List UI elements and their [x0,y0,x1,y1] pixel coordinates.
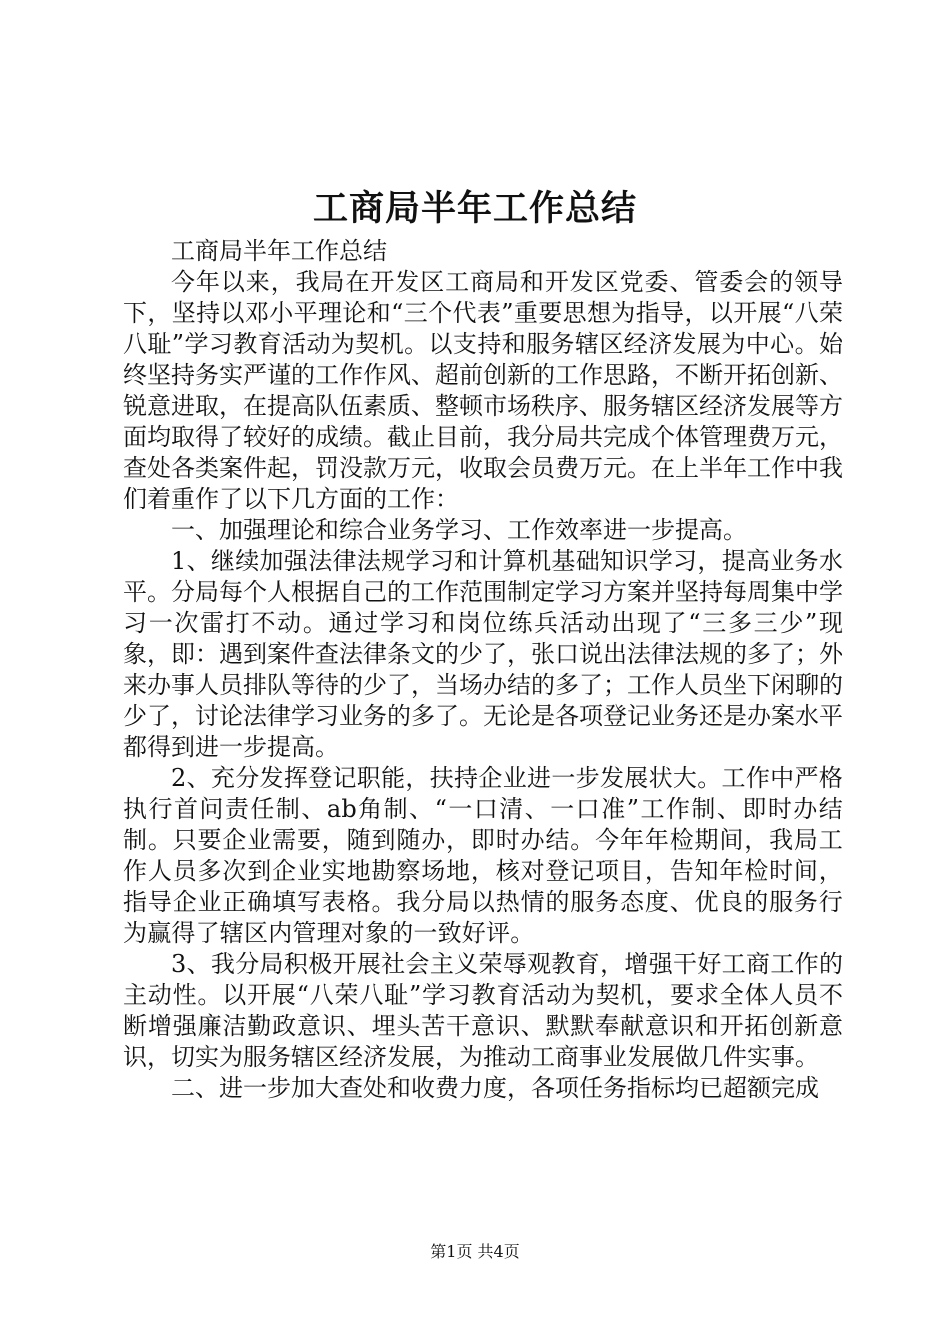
paragraph-item-two: 2、充分发挥登记职能，扶持企业进一步发展状大。工作中严格执行首问责任制、ab角制、“一口清、一口准”工作制、即时办结制。只要企业需要，随到随办，即时办结。今年年检期间，我局工作人员多次到企业实地勘察场地，核对登记项目，告知年检时间，指导企业正确填写表格。我分局以热情的服务态度、优良的服务行为赢得了辖区内管理对象的一致好评。 [123,764,843,947]
paragraph-section-two-heading: 二、进一步加大查处和收费力度，各项任务指标均已超额完成 [171,1074,819,1102]
paragraph-intro: 今年以来，我局在开发区工商局和开发区党委、管委会的领导下，坚持以邓小平理论和“三个代表”重要思想为指导，以开展“八荣八耻”学习教育活动为契机。以支持和服务辖区经济发展为中心。始终坚持务实严谨的工作作风、超前创新的工作思路，不断开拓创新、锐意进取，在提高队伍素质、整顿市场秩序、服务辖区经济发展等方面均取得了较好的成绩。截止目前，我分局共完成个体管理费万元，查处各类案件起，罚没款万元，收取会员费万元。在上半年工作中我们着重作了以下几方面的工作： [123,268,843,513]
paragraph-item-one: 1、继续加强法律法规学习和计算机基础知识学习，提高业务水平。分局每个人根据自己的工作范围制定学习方案并坚持每周集中学习一次雷打不动。通过学习和岗位练兵活动出现了“三多三少”现象，即：遇到案件查法律条文的少了，张口说出法律法规的多了；外来办事人员排队等待的少了，当场办结的多了；工作人员坐下闲聊的少了，讨论法律学习业务的多了。无论是各项登记业务还是办案水平都得到进一步提高。 [123,547,843,761]
paragraph-subtitle: 工商局半年工作总结 [171,237,387,265]
paragraph-section-one-heading: 一、加强理论和综合业务学习、工作效率进一步提高。 [171,516,747,544]
document-title: 工商局半年工作总结 [312,188,637,229]
document-body [123,236,843,1104]
page-number-footer: 第1页 共4页 [430,1242,520,1261]
paragraph-item-three: 3、我分局积极开展社会主义荣辱观教育，增强干好工商工作的主动性。以开展“八荣八耻”学习教育活动为契机，要求全体人员不断增强廉洁勤政意识、埋头苦干意识、默默奉献意识和开拓创新意识，切实为服务辖区经济发展，为推动工商事业发展做几件实事。 [123,950,843,1071]
